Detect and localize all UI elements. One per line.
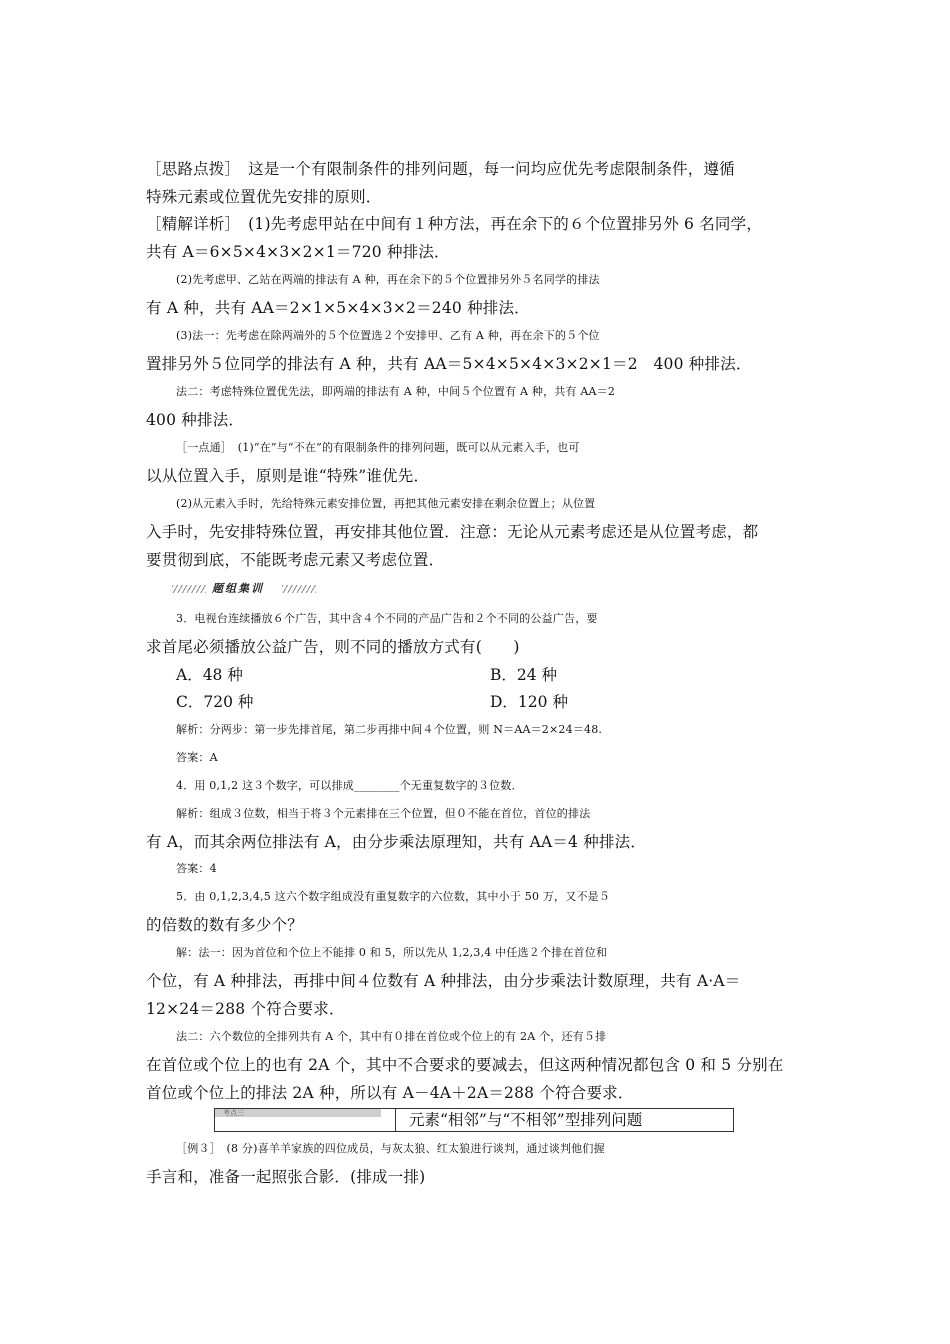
answer: 答案：A [176, 751, 218, 764]
text-line: 个位，有 A 种排法，再排中间４位数有 A 种排法，由分步乘法计数原理，共有 A·A＝ [146, 972, 741, 990]
text-line: 的倍数的数有多少个？ [146, 916, 304, 934]
text-line: 有 A 种，共有 AA＝2×1×5×4×3×2＝240 种排法． [146, 299, 530, 317]
text-line: 特殊元素或位置优先安排的原则． [146, 188, 382, 206]
text-line: 以从位置入手，原则是谁“特殊”谁优先． [146, 467, 430, 485]
text-line: 求首尾必须播放公益广告，则不同的播放方式有( ) [146, 638, 520, 656]
text-line: (3)法一：先考虑在除两端外的５个位置选２个安排甲、乙有 A 种，再在余下的５个位 [176, 329, 600, 342]
text-line: (2)从元素入手时，先给特殊元素安排位置，再把其他元素安排在剩余位置上；从位置 [176, 497, 596, 510]
text-line: 置排另外５位同学的排法有 A 种，共有 AA＝5×4×5×4×3×2×1＝2 400 种排法． [146, 355, 752, 373]
text-line: 解析：组成３位数，相当于将３个元素排在三个位置，但０不能在首位，首位的排法 [176, 807, 591, 820]
text-line: 解：法一：因为首位和个位上不能排 0 和 5，所以先从 1,2,3,4 中任选２个排在首位和 [176, 946, 608, 959]
topic-banner [214, 1108, 734, 1132]
option-a: A．48 种 [176, 666, 243, 684]
stripe-decoration [172, 585, 206, 593]
text-line: ［精解详析］ (1)先考虑甲站在中间有１种方法，再在余下的６个位置排另外 6 名同学， [146, 215, 763, 233]
text-line: 共有 A＝6×5×4×3×2×1＝720 种排法． [146, 243, 450, 261]
option-d: D．120 种 [490, 693, 568, 711]
topic-title: 元素“相邻”与“不相邻”型排列问题 [409, 1111, 643, 1129]
option-b: B．24 种 [490, 666, 558, 684]
topic-tag-label: 考点三 [223, 1109, 244, 1117]
question-4: 4．用 0,1,2 这３个数字，可以排成________个无重复数字的３位数． [176, 779, 523, 792]
text-line: 手言和，准备一起照张合影．(排成一排) [146, 1168, 426, 1186]
stripe-decoration [282, 585, 316, 593]
text-line: 400 种排法． [146, 411, 245, 429]
question-5: 5．由 0,1,2,3,4,5 这六个数字组成没有重复数字的六位数，其中小于 50 万，又不是５ [176, 890, 611, 903]
text-line: 首位或个位上的排法 2A 种，所以有 A－4A＋2A＝288 个符合要求． [146, 1084, 634, 1102]
topic-tag [215, 1109, 381, 1117]
question-3: 3．电视台连续播放６个广告，其中含４个不同的产品广告和２个不同的公益广告，要 [176, 612, 598, 625]
text-line: ［思路点拨］ 这是一个有限制条件的排列问题，每一问均应优先考虑限制条件，遵循 [146, 160, 735, 178]
text-line: 在首位或个位上的也有 2A 个，其中不合要求的要减去，但这两种情况都包含 0 和 5 分别在 [146, 1056, 784, 1074]
text-line: 法二：考虑特殊位置优先法，即两端的排法有 A 种，中间５个位置有 A 种，共有 AA＝2 [176, 385, 616, 398]
section-header [172, 583, 322, 595]
text-line: 有 A，而其余两位排法有 A，由分步乘法原理知，共有 AA＝4 种排法． [146, 833, 647, 851]
text-line: 解析：分两步：第一步先排首尾，第二步再排中间４个位置，则 N＝AA＝2×24＝48. [176, 723, 603, 736]
section-label: 题组集训 [212, 582, 264, 595]
example-3: ［例３］ (8 分)喜羊羊家族的四位成员，与灰太狼、红太狼进行谈判，通过谈判他们握 [176, 1142, 605, 1155]
text-line: 要贯彻到底，不能既考虑元素又考虑位置． [146, 551, 445, 569]
text-line: 入手时，先安排特殊位置，再安排其他位置．注意：无论从元素考虑还是从位置考虑，都 [146, 523, 759, 541]
divider [395, 1109, 396, 1131]
text-line: ［一点通］ (1)“在”与“不在”的有限制条件的排列问题，既可以从元素入手，也可 [176, 441, 580, 454]
text-line: (2)先考虑甲、乙站在两端的排法有 A 种，再在余下的５个位置排另外５名同学的排法 [176, 273, 600, 286]
text-line: 法二：六个数位的全排列共有 A 个，其中有０排在首位或个位上的有 2A 个，还有５排 [176, 1030, 607, 1043]
answer: 答案：4 [176, 862, 217, 875]
option-c: C．720 种 [176, 693, 254, 711]
text-line: 12×24＝288 个符合要求． [146, 1000, 345, 1018]
